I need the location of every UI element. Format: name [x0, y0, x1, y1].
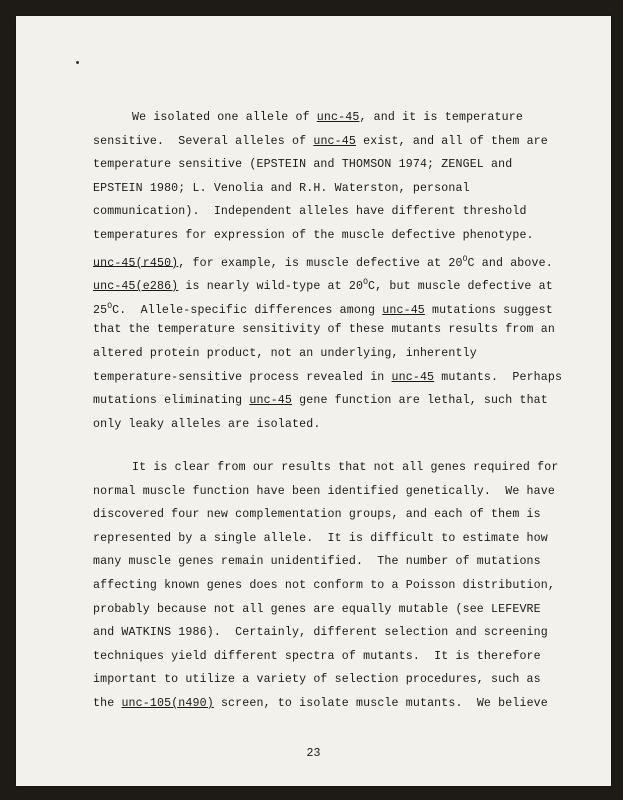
degree-superscript: O	[363, 278, 369, 288]
text-line: temperature sensitive (EPSTEIN and THOMSON 1974; ZENGEL and	[93, 158, 513, 172]
text-line: only leaky alleles are isolated.	[93, 417, 321, 431]
text-line: normal muscle function have been identified genetically. We have	[93, 484, 555, 498]
gene-name: unc-45(e286)	[93, 280, 179, 294]
text-line: techniques yield different spectra of mutants. It is therefore	[93, 649, 541, 663]
text-line: We isolated one allele of unc-45, and it is temperature	[132, 111, 523, 124]
gene-name: unc-45	[249, 394, 293, 408]
text-line: temperature-sensitive process revealed in unc-45 mutants. Perhaps	[93, 370, 563, 384]
stray-mark	[76, 61, 79, 64]
degree-superscript: O	[107, 301, 113, 311]
text-line: and WATKINS 1986). Certainly, different selection and screening	[93, 626, 548, 640]
text-line: represented by a single allele. It is difficult to estimate how	[93, 531, 548, 545]
paragraph-1	[93, 106, 562, 436]
text-line: the unc-105(n490) screen, to isolate muscle mutants. We believe	[93, 696, 548, 710]
text-line: affecting known genes does not conform to a Poisson distribution,	[93, 578, 555, 592]
text-line: mutations eliminating unc-45 gene function are lethal, such that	[93, 394, 548, 408]
gene-name: unc-45(r450)	[93, 256, 179, 270]
text-line: sensitive. Several alleles of unc-45 exist, and all of them are	[93, 134, 548, 148]
gene-name: unc-45	[316, 111, 360, 124]
text-line: altered protein product, not an underlying, inherently	[93, 346, 477, 360]
degree-superscript: O	[462, 254, 468, 264]
text-line: EPSTEIN 1980; L. Venolia and R.H. Waterston, personal	[93, 181, 470, 195]
text-line: communication). Independent alleles have different threshold	[93, 205, 527, 219]
gene-name: unc-45	[391, 370, 435, 384]
text-line: many muscle genes remain unidentified. The number of mutations	[93, 555, 541, 569]
text-line: important to utilize a variety of selection procedures, such as	[93, 673, 541, 687]
text-line: $25^OC$. Allele-specific differences among unc-45 mutations suggest	[93, 301, 553, 317]
text-line: probably because not all genes are equally mutable (see LEFEVRE	[93, 602, 541, 616]
text-line: It is clear from our results that not all genes required for	[132, 461, 559, 474]
text-line: unc-45(e286) is nearly wild-type at $20^OC$, but muscle defective at	[93, 278, 553, 294]
text-line: discovered four new complementation groups, and each of them is	[93, 508, 541, 522]
text-line: unc-45(r450), for example, is muscle defective at $20^OC$ and above.	[93, 254, 553, 270]
gene-name: unc-105(n490)	[121, 696, 214, 710]
gene-name: unc-45	[313, 134, 356, 148]
paragraph-2	[93, 456, 558, 716]
gene-name: unc-45	[382, 303, 425, 317]
document-page	[16, 16, 611, 786]
text-line: temperatures for expression of the muscle defective phenotype.	[93, 228, 534, 242]
page-number: 23	[306, 747, 321, 760]
text-line: that the temperature sensitivity of these mutants results from an	[93, 323, 555, 337]
